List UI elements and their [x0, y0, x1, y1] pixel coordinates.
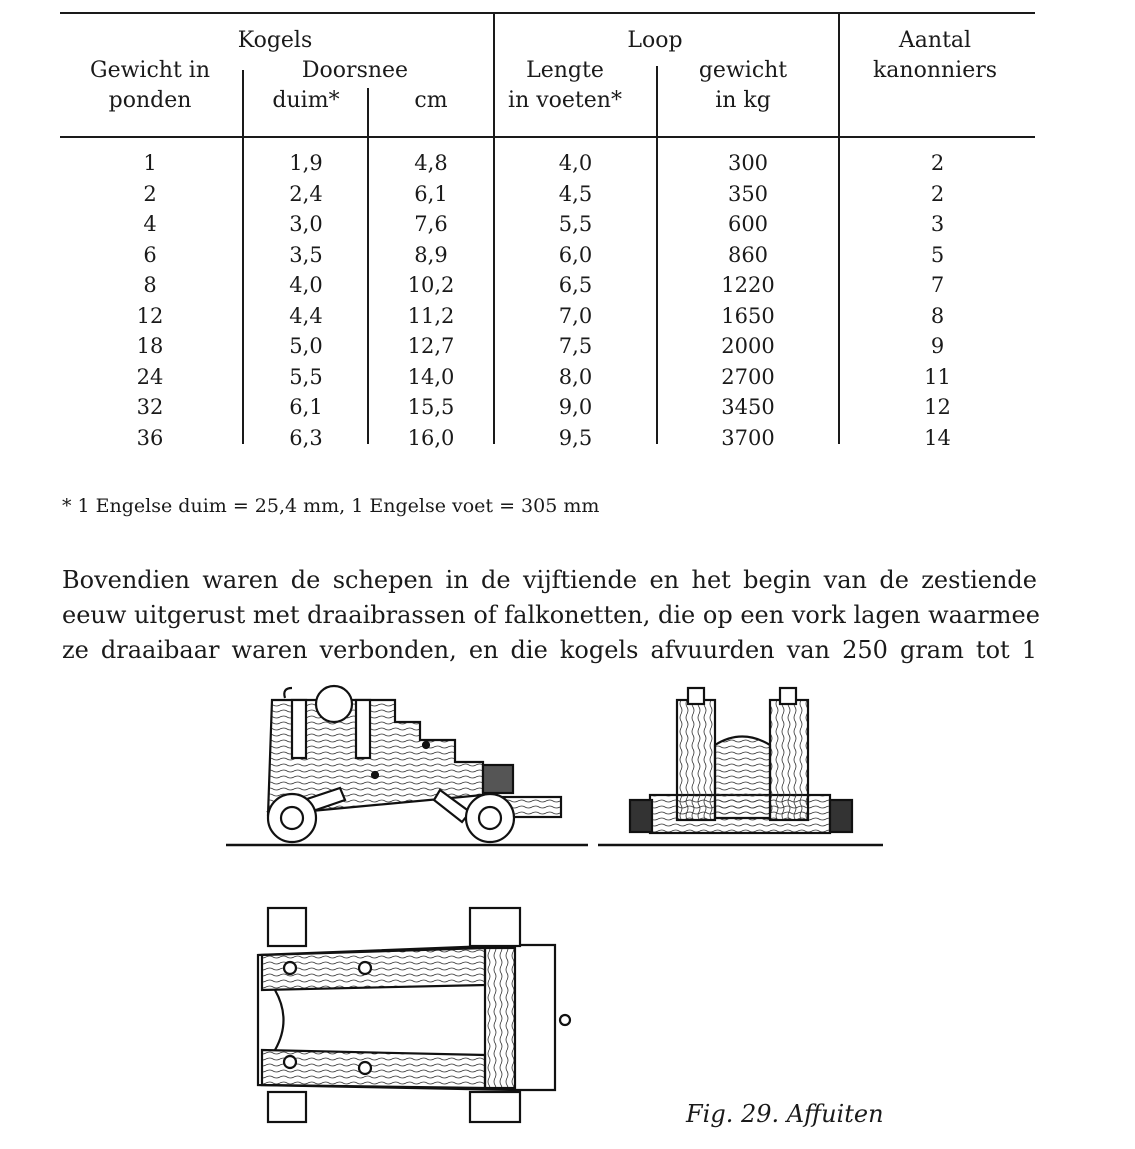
table-cell-duim: 4,0: [289, 273, 323, 297]
top-view-carriage: [258, 908, 570, 1122]
table-cell-cm: 11,2: [407, 303, 455, 328]
table-cell-kg: 1650: [721, 303, 775, 328]
table-cell-ponden: 8: [143, 273, 157, 297]
table-cell-kanonniers: 7: [930, 273, 945, 297]
table-cell-kg: 860: [727, 242, 769, 267]
table-cell-kanonniers: 3: [930, 212, 945, 236]
table-cell-ponden: 12: [136, 303, 164, 328]
header-in-voeten: in voeten*: [508, 88, 622, 113]
table-cell-kg: 350: [727, 181, 769, 206]
front-view-carriage: [598, 688, 883, 845]
table-cell-cm: 6,1: [414, 181, 448, 206]
table-cell-voeten: 5,5: [558, 212, 593, 236]
table-cell-cm: 14,0: [407, 364, 455, 389]
side-view-carriage: [226, 686, 588, 845]
table-cell-kanonniers: 2: [930, 181, 945, 206]
table-cell-ponden: 36: [136, 425, 164, 450]
table-cell-kanonniers: 5: [930, 242, 945, 267]
table-cell-voeten: 9,5: [558, 425, 593, 450]
header-cm: cm: [414, 88, 448, 113]
table-cell-duim: 5,0: [289, 334, 323, 358]
header-gewicht: gewicht: [698, 58, 788, 83]
table-cell-duim: 2,4: [289, 181, 323, 206]
paragraph-line: eeuw uitgerust met draaibrassen of falkonetten, die op een vork lagen waarmee: [62, 601, 1040, 629]
header-aantal: Aantal: [898, 28, 972, 53]
table-cell-voeten: 7,5: [558, 334, 593, 358]
table-cell-duim: 4,4: [289, 303, 323, 328]
table-cell-voeten: 4,0: [558, 151, 593, 175]
table-cell-voeten: 4,5: [558, 181, 593, 206]
table-cell-kg: 600: [727, 212, 769, 236]
header-ponden: ponden: [108, 88, 192, 113]
table-cell-kg: 300: [727, 151, 769, 175]
table-cell-cm: 10,2: [407, 273, 455, 297]
table-cell-ponden: 24: [136, 364, 164, 389]
table-cell-ponden: 18: [136, 334, 164, 358]
table-cell-voeten: 6,0: [558, 242, 593, 267]
table-cell-kanonniers: 12: [924, 395, 951, 419]
table-cell-kanonniers: 14: [924, 425, 951, 450]
header-kogels: Kogels: [237, 28, 313, 53]
table-cell-duim: 5,5: [289, 364, 323, 389]
header-lengte: Lengte: [526, 58, 604, 83]
table-cell-kanonniers: 8: [930, 303, 945, 328]
table-cell-kg: 1220: [721, 273, 775, 297]
table-cell-duim: 1,9: [289, 151, 323, 175]
table-cell-ponden: 6: [143, 242, 157, 267]
table-cell-cm: 4,8: [414, 151, 448, 175]
table-cell-ponden: 32: [136, 395, 164, 419]
table-cell-cm: 8,9: [414, 242, 448, 267]
table-cell-cm: 7,6: [414, 212, 448, 236]
table-cell-kg: 2000: [721, 334, 775, 358]
table-cell-kg: 2700: [721, 364, 775, 389]
header-gewicht-in: Gewicht in: [90, 58, 210, 83]
footnote: * 1 Engelse duim = 25,4 mm, 1 Engelse voet = 305 mm: [62, 495, 600, 517]
header-loop: Loop: [627, 28, 683, 53]
header-kanonniers: kanonniers: [872, 58, 998, 83]
table-cell-kg: 3450: [721, 395, 775, 419]
table-cell-voeten: 8,0: [558, 364, 593, 389]
header-doorsnee: Doorsnee: [301, 58, 409, 83]
table-cell-duim: 3,5: [289, 242, 323, 267]
table-cell-ponden: 4: [143, 212, 157, 236]
table-cell-kg: 3700: [721, 425, 775, 450]
table-cell-kanonniers: 11: [924, 364, 951, 389]
table-cell-kanonniers: 2: [930, 151, 945, 175]
figure-caption: Fig. 29. Affuiten: [686, 1100, 884, 1128]
table-cell-duim: 6,3: [289, 425, 323, 450]
table-cell-cm: 15,5: [407, 395, 455, 419]
table-cell-voeten: 6,5: [558, 273, 593, 297]
table-cell-ponden: 2: [143, 181, 157, 206]
table-cell-duim: 6,1: [289, 395, 323, 419]
table-cell-ponden: 1: [143, 151, 157, 175]
table-cell-cm: 12,7: [407, 334, 455, 358]
header-in-kg: in kg: [715, 88, 771, 113]
paragraph-line: Bovendien waren de schepen in de vijftiende en het begin van de zestiende: [62, 566, 1037, 594]
table-cell-kanonniers: 9: [930, 334, 945, 358]
table-cell-cm: 16,0: [407, 425, 455, 450]
header-duim: duim*: [272, 88, 340, 113]
table-cell-voeten: 9,0: [558, 395, 593, 419]
table-cell-duim: 3,0: [289, 212, 323, 236]
paragraph-line: ze draaibaar waren verbonden, en die kogels afvuurden van 250 gram tot 1: [62, 636, 1037, 664]
table-cell-voeten: 7,0: [558, 303, 593, 328]
